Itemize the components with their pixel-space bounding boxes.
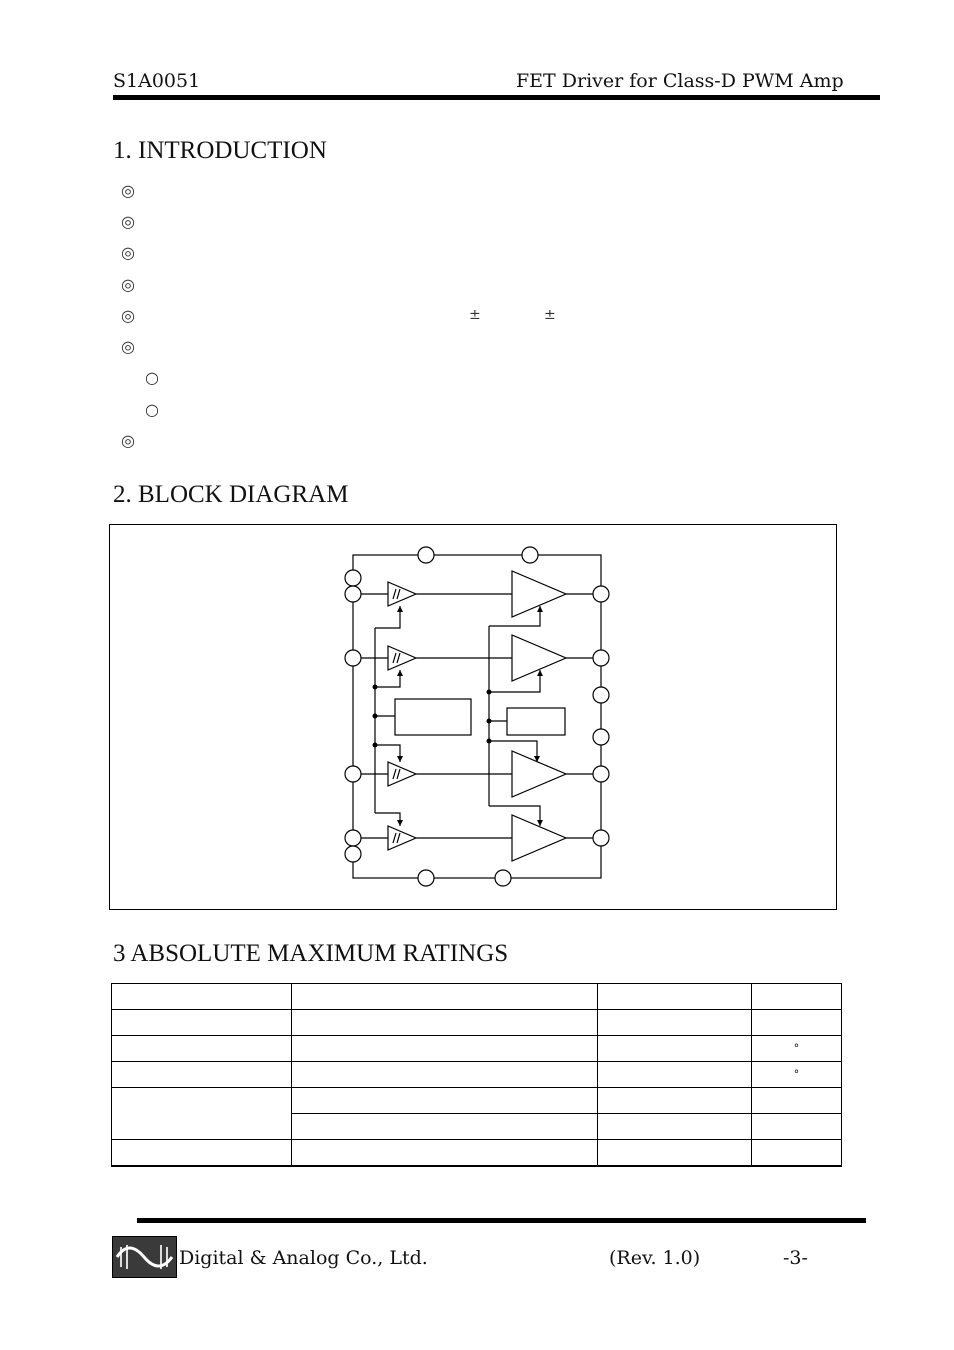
intro-sub-bullet: ○: [145, 368, 159, 387]
intro-bullet: ◎: [121, 275, 135, 294]
table-row: [112, 1062, 842, 1088]
ratings-table: [111, 983, 842, 1167]
pin-circle: [418, 547, 434, 563]
degree-mark: °: [752, 1036, 842, 1062]
footer-revision: (Rev. 1.0): [609, 1247, 701, 1269]
pin-circle: [345, 650, 361, 666]
plus-minus-symbol: ±: [544, 307, 556, 323]
pin-circle: [418, 870, 434, 886]
footer-rule: [137, 1218, 866, 1223]
schmitt-buffer: [388, 646, 416, 670]
pin-circle: [345, 766, 361, 782]
pin-circle: [495, 870, 511, 886]
schmitt-buffer: [388, 762, 416, 786]
intro-bullet: ◎: [121, 243, 135, 262]
regulator-block: [507, 708, 565, 735]
pin-circle: [593, 830, 609, 846]
pin-circle: [593, 687, 609, 703]
schmitt-buffer: [388, 582, 416, 606]
header-part-number: S1A0051: [113, 70, 201, 92]
degree-mark: °: [752, 1062, 842, 1088]
plus-minus-symbol: ±: [469, 307, 481, 323]
table-row: [112, 1088, 842, 1114]
intro-bullet: ◎: [121, 306, 135, 325]
table-row: [112, 1036, 842, 1062]
intro-bullet: ◎: [121, 212, 135, 231]
pin-circle: [593, 729, 609, 745]
intro-bullet: ◎: [121, 337, 135, 356]
pin-circle: [345, 830, 361, 846]
intro-bullet: ◎: [121, 431, 135, 450]
table-row: [112, 984, 842, 1010]
pin-circle: [345, 846, 361, 862]
table-row: [112, 1140, 842, 1167]
schmitt-buffer: [388, 826, 416, 850]
intro-sub-bullet: ○: [145, 400, 159, 419]
section-title-introduction: 1. INTRODUCTION: [113, 137, 327, 164]
pin-circle: [593, 586, 609, 602]
pin-circle: [593, 650, 609, 666]
section-title-ratings: 3 ABSOLUTE MAXIMUM RATINGS: [113, 940, 509, 967]
table-row: [112, 1010, 842, 1036]
pin-circle: [345, 586, 361, 602]
intro-bullet: ◎: [121, 181, 135, 200]
footer-company: Digital & Analog Co., Ltd.: [179, 1247, 428, 1269]
section-title-block-diagram: 2. BLOCK DIAGRAM: [113, 481, 349, 508]
pin-circle: [345, 570, 361, 586]
logic-block: [395, 699, 471, 735]
pin-circle: [522, 547, 538, 563]
company-logo-icon: [112, 1236, 177, 1278]
header-title: FET Driver for Class-D PWM Amp: [516, 70, 844, 92]
footer-page-number: -3-: [783, 1247, 808, 1269]
pin-circle: [593, 766, 609, 782]
